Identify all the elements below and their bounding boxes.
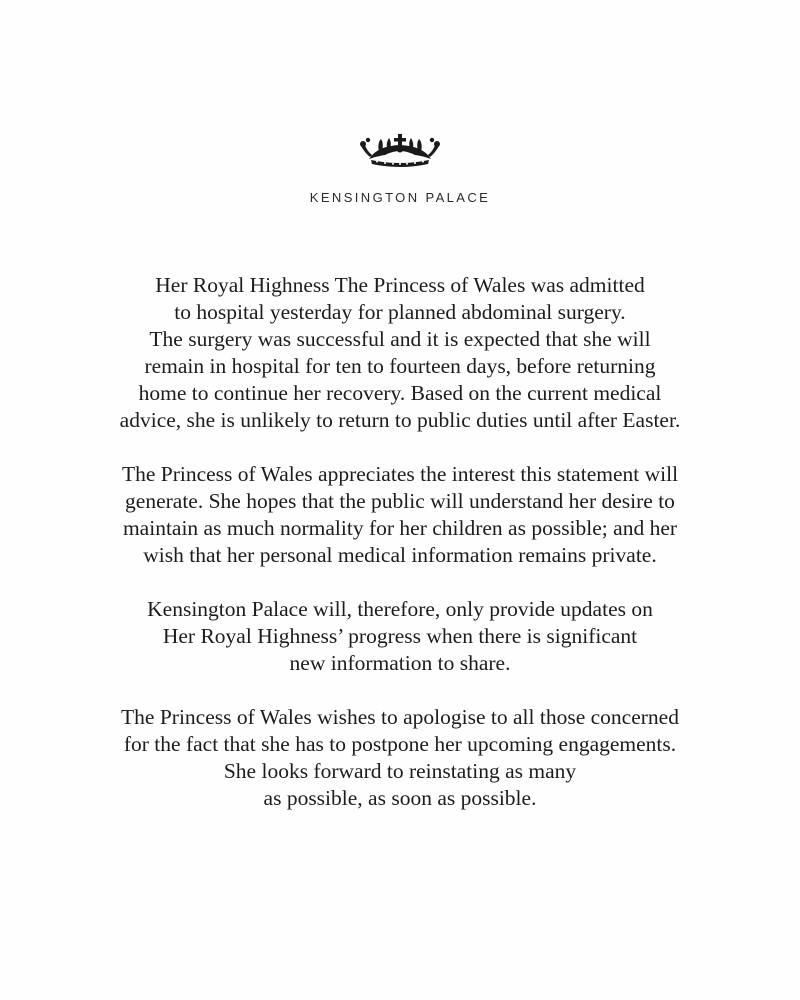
statement-line: Her Royal Highness The Princess of Wales was admitted <box>155 273 645 297</box>
statement-line: as possible, as soon as possible. <box>263 786 537 810</box>
statement-line: Kensington Palace will, therefore, only provide updates on <box>147 597 653 621</box>
statement-line: generate. She hopes that the public will understand her desire to <box>125 489 675 513</box>
statement-line: remain in hospital for ten to fourteen days, before returning <box>144 354 656 378</box>
statement-line: for the fact that she has to postpone her upcoming engagements. <box>123 732 677 756</box>
statement-line: Her Royal Highness’ progress when there is significant <box>162 624 638 648</box>
statement-line: home to continue her recovery. Based on the current medical <box>138 381 662 405</box>
statement-body <box>0 272 800 839</box>
statement-paragraph <box>0 704 800 812</box>
crown-icon <box>357 133 443 171</box>
statement-line: wish that her personal medical information remains private. <box>143 543 657 567</box>
statement-line: new information to share. <box>289 651 511 675</box>
organisation-name: KENSINGTON PALACE <box>309 190 491 205</box>
statement-line: to hospital yesterday for planned abdominal surgery. <box>174 300 626 324</box>
statement-paragraph <box>0 596 800 677</box>
statement-line: She looks forward to reinstating as many <box>223 759 577 783</box>
statement-paragraph <box>0 272 800 434</box>
statement-paragraph <box>0 461 800 569</box>
statement-line: maintain as much normality for her children as possible; and her <box>122 516 678 540</box>
statement-line: The Princess of Wales wishes to apologise to all those concerned <box>121 705 679 729</box>
statement-line: The Princess of Wales appreciates the interest this statement will <box>121 462 679 486</box>
statement-line: advice, she is unlikely to return to public duties until after Easter. <box>119 408 681 432</box>
statement-line: The surgery was successful and it is expected that she will <box>149 327 651 351</box>
